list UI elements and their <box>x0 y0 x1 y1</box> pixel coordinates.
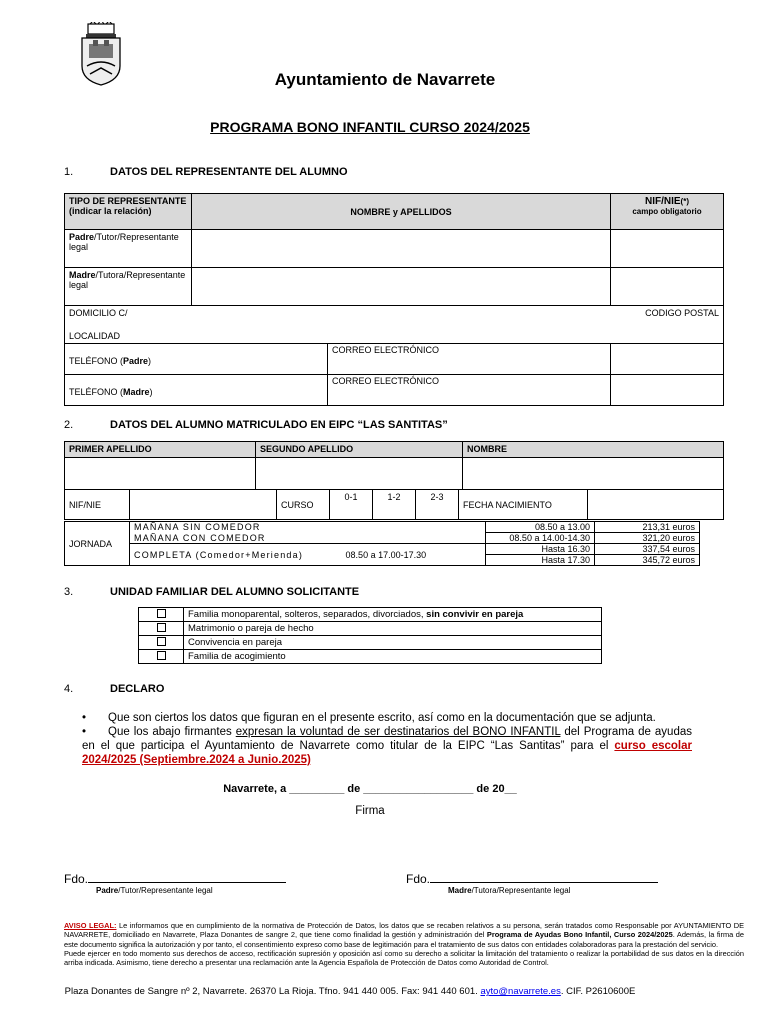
representative-table <box>64 193 724 406</box>
col-tipo-header: TIPO DE REPRESENTANTE (indicar la relación) <box>65 194 192 230</box>
family-checkbox-3[interactable] <box>139 636 184 650</box>
curso-option-1-2[interactable]: 1-2 <box>373 490 416 520</box>
correo-madre-field[interactable]: CORREO ELECTRÓNICO <box>327 374 443 406</box>
padre-nif-field[interactable] <box>611 230 724 268</box>
fecha-nacimiento-label: FECHA NACIMIENTO <box>459 490 588 520</box>
correo-padre-field[interactable]: CORREO ELECTRÓNICO <box>327 343 443 375</box>
org-name: Ayuntamiento de Navarrete <box>274 70 496 89</box>
signature-padre[interactable]: Fdo. <box>64 872 286 886</box>
col-nombre-header: NOMBRE y APELLIDOS <box>192 194 611 230</box>
jornada-price-3: 337,54 euros <box>595 544 700 555</box>
localidad-field[interactable]: LOCALIDAD <box>65 326 724 344</box>
place-date-line: Navarrete, a _________ de __________________ de 20__ <box>223 783 517 795</box>
student-table-row2 <box>64 489 724 520</box>
nif-nie-label: NIF/NIE <box>65 490 130 520</box>
primer-apellido-header: PRIMER APELLIDO <box>65 442 256 458</box>
family-option-2: Matrimonio o pareja de hecho <box>184 622 602 636</box>
nombre-field[interactable] <box>463 458 724 490</box>
row-padre-label: Padre/Tutor/Representante legal <box>65 230 192 268</box>
primer-apellido-field[interactable] <box>65 458 256 490</box>
padre-name-field[interactable] <box>192 230 611 268</box>
section3-number: 3. <box>64 586 74 598</box>
curso-option-2-3[interactable]: 2-3 <box>416 490 459 520</box>
legal-notice: AVISO LEGAL: Le informamos que en cumplimiento de la normativa de Protección de Datos, los datos que se recaben relativos a su persona, serán tratados como Responsable por AYUNTAMIENTO DE NAVARRETE, domiciliado en Navarrete, Plaza Donantes de sangre 2, que tiene como finalidad la gestión y administración del Programa de Ayudas Bono Infantil, Curso 2024/2025. Además, la firma de este documento significa la autorización y por tanto, el consentimiento expreso como base de legitimación para el tratamiento de sus datos con entidades colaboradoras para la prestación del servicio. Puede ejercer en todo momento sus derechos de acceso, rectificación supresión y oposición así como su derecho a solicitar la limitación del tratamiento o realizar la portabilidad de sus datos en la dirección arriba indicada. Asimismo, tiene derecho a presentar una reclamación ante la Agencia Española de Protección de Datos como Autoridad de Control. <box>64 921 744 968</box>
footer-address: Plaza Donantes de Sangre nº 2, Navarrete. 26370 La Rioja. Tfno. 941 440 005. Fax: 941 440 601. ayto@navarrete.es. CIF. P2610600E <box>64 986 636 997</box>
family-checkbox-2[interactable] <box>139 622 184 636</box>
family-option-3: Convivencia en pareja <box>184 636 602 650</box>
jornada-option-manana-con[interactable]: MAÑANA CON COMEDOR <box>130 533 486 544</box>
segundo-apellido-field[interactable] <box>256 458 463 490</box>
family-option-1: Familia monoparental, solteros, separados, divorciados, sin convivir en pareja <box>184 608 602 622</box>
curso-option-0-1[interactable]: 0-1 <box>330 490 373 520</box>
program-title: PROGRAMA BONO INFANTIL CURSO 2024/2025 <box>210 119 530 135</box>
row-madre-label: Madre/Tutora/Representante legal <box>65 268 192 306</box>
nombre-header: NOMBRE <box>463 442 724 458</box>
segundo-apellido-header: SEGUNDO APELLIDO <box>256 442 463 458</box>
section3-title: UNIDAD FAMILIAR DEL ALUMNO SOLICITANTE <box>110 586 360 598</box>
section1-title: DATOS DEL REPRESENTANTE DEL ALUMNO <box>110 166 348 178</box>
student-table <box>64 441 724 490</box>
signature-madre-caption: Madre/Tutora/Representante legal <box>448 886 571 895</box>
firma-label: Firma <box>355 805 385 817</box>
jornada-price-4: 345,72 euros <box>595 555 700 566</box>
jornada-time-1: 08.50 a 13.00 <box>486 522 595 533</box>
family-checkbox-1[interactable] <box>139 608 184 622</box>
section4-number: 4. <box>64 683 74 695</box>
jornada-time-3: Hasta 16.30 <box>486 544 595 555</box>
nif-nie-field[interactable] <box>130 490 277 520</box>
family-unit-table <box>138 607 602 664</box>
telefono-padre-field[interactable]: TELÉFONO (Padre) CORREO ELECTRÓNICO <box>65 344 611 375</box>
family-option-4: Familia de acogimiento <box>184 650 602 664</box>
section2-number: 2. <box>64 419 74 431</box>
jornada-price-1: 213,31 euros <box>595 522 700 533</box>
footer-email-link[interactable]: ayto@navarrete.es <box>480 986 561 997</box>
curso-label: CURSO <box>277 490 330 520</box>
signature-padre-caption: Padre/Tutor/Representante legal <box>96 886 213 895</box>
fecha-nacimiento-field[interactable] <box>588 490 724 520</box>
telefono-madre-field[interactable]: TELÉFONO (Madre) CORREO ELECTRÓNICO <box>65 375 611 406</box>
jornada-option-manana-sin[interactable]: MAÑANA SIN COMEDOR <box>130 522 486 533</box>
col-nif-header: NIF/NIE(*) campo obligatorio <box>611 194 724 230</box>
signature-madre[interactable]: Fdo. <box>406 872 658 886</box>
declaro-bullet-2: • Que los abajo firmantes expresan la voluntad de ser destinatarios del BONO INFANTIL del Programa de ayudas en el que participa el Ayuntamiento de Navarrete como titular de la EIPC “Las Santitas” para el curso escolar 2024/2025 (Septiembre.2024 a Junio.2025) <box>82 726 692 766</box>
jornada-option-completa[interactable]: COMPLETA (Comedor+Merienda) 08.50 a 17.00-17.30 <box>130 544 486 566</box>
jornada-price-2: 321,20 euros <box>595 533 700 544</box>
domicilio-field[interactable]: CODIGO POSTAL DOMICILIO C/ <box>65 306 724 326</box>
declaro-bullet-1: • Que son ciertos los datos que figuran en el presente escrito, así como en la documentación que se adjunta. <box>82 712 656 724</box>
jornada-time-4: Hasta 17.30 <box>486 555 595 566</box>
section4-title: DECLARO <box>110 683 165 695</box>
section2-title: DATOS DEL ALUMNO MATRICULADO EN EIPC “LAS SANTITAS” <box>110 419 448 431</box>
jornada-table <box>64 521 700 566</box>
family-checkbox-4[interactable] <box>139 650 184 664</box>
jornada-time-2: 08.50 a 14.00-14.30 <box>486 533 595 544</box>
madre-name-field[interactable] <box>192 268 611 306</box>
section1-number: 1. <box>64 166 74 178</box>
madre-nif-field[interactable] <box>611 268 724 306</box>
jornada-label: JORNADA <box>65 522 130 566</box>
